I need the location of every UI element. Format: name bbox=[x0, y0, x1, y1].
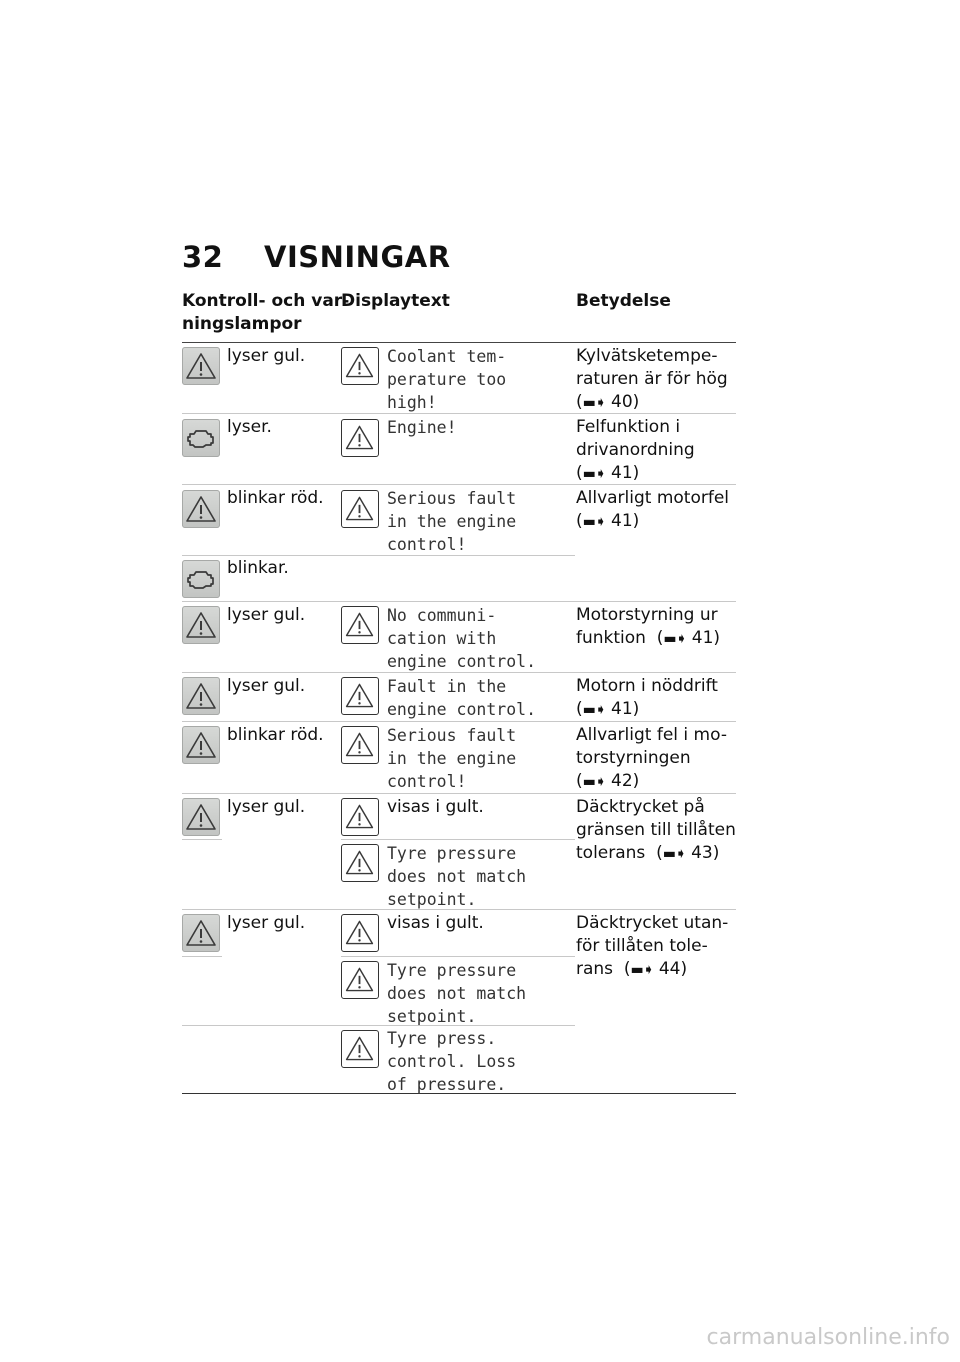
watermark[interactable]: carmanualsonline.info bbox=[706, 1325, 950, 1350]
meaning bbox=[576, 912, 736, 982]
warning-triangle-icon bbox=[182, 798, 220, 836]
display-text: Engine! bbox=[387, 418, 457, 437]
reference-arrow-icon: ▬➧ bbox=[582, 395, 606, 411]
meaning-text: Felfunktion i drivanordning ( bbox=[576, 417, 695, 483]
page-title: VISNINGAR bbox=[264, 240, 451, 274]
table-row bbox=[182, 910, 736, 1094]
page-reference[interactable]: 41) bbox=[611, 699, 640, 719]
display-text: visas i gult. bbox=[387, 913, 484, 933]
page-heading bbox=[182, 240, 451, 274]
lamp-status: lyser gul. bbox=[227, 913, 306, 933]
display-warning-icon bbox=[341, 347, 379, 385]
header-meaning: Betydelse bbox=[576, 291, 671, 311]
display-warning-icon bbox=[341, 914, 379, 952]
display-text: Tyre pressure does not match setpoint. bbox=[387, 961, 527, 1026]
meaning bbox=[576, 487, 736, 534]
meaning-text: Kylvätsketempe- raturen är för hög ( bbox=[576, 346, 728, 412]
page-reference[interactable]: 42) bbox=[611, 771, 640, 791]
display-warning-icon bbox=[341, 844, 379, 882]
lamp-status: blinkar röd. bbox=[227, 725, 324, 745]
divider bbox=[182, 956, 222, 957]
meaning bbox=[576, 345, 736, 415]
lamp-status: lyser gul. bbox=[227, 605, 306, 625]
page-reference[interactable]: 41) bbox=[611, 463, 640, 483]
warning-triangle-icon bbox=[182, 726, 220, 764]
page-reference[interactable]: 41) bbox=[611, 511, 640, 531]
page-reference[interactable]: 41) bbox=[691, 628, 721, 648]
table-row bbox=[182, 673, 736, 722]
lamp-status: blinkar röd. bbox=[227, 488, 324, 508]
reference-arrow-icon: ▬➧ bbox=[663, 631, 687, 647]
meaning-text: Däcktrycket utan- för tillåten tole- rans ( bbox=[576, 913, 729, 979]
reference-arrow-icon: ▬➧ bbox=[582, 514, 606, 530]
display-text: Fault in the engine control. bbox=[387, 677, 537, 719]
display-warning-icon bbox=[341, 726, 379, 764]
display-warning-icon bbox=[341, 606, 379, 644]
header-lamps: Kontroll- och var- ningslampor bbox=[182, 291, 350, 334]
display-warning-icon bbox=[341, 961, 379, 999]
display-text: visas i gult. bbox=[387, 797, 484, 817]
warning-triangle-icon bbox=[182, 677, 220, 715]
warning-triangle-icon bbox=[182, 490, 220, 528]
lamp-status: blinkar. bbox=[227, 558, 289, 578]
page-reference[interactable]: 43) bbox=[691, 843, 720, 863]
reference-arrow-icon: ▬➧ bbox=[662, 846, 686, 862]
engine-icon bbox=[182, 419, 220, 457]
divider bbox=[341, 956, 575, 957]
table-row bbox=[182, 602, 736, 673]
lamp-status: lyser gul. bbox=[227, 676, 306, 696]
display-warning-icon bbox=[341, 798, 379, 836]
table-row bbox=[182, 414, 736, 485]
meaning-text: Däcktrycket på gränsen till tillåten tolerans ( bbox=[576, 797, 736, 863]
display-warning-icon bbox=[341, 677, 379, 715]
table-header bbox=[182, 290, 736, 343]
table-row bbox=[182, 794, 736, 910]
page-reference[interactable]: 44) bbox=[658, 959, 688, 979]
warning-triangle-icon bbox=[182, 347, 220, 385]
reference-arrow-icon: ▬➧ bbox=[630, 962, 654, 978]
display-warning-icon bbox=[341, 1030, 379, 1068]
reference-arrow-icon: ▬➧ bbox=[582, 774, 606, 790]
display-text: Tyre press. control. Loss of pressure. bbox=[387, 1029, 517, 1094]
warning-triangle-icon bbox=[182, 606, 220, 644]
divider bbox=[182, 555, 575, 556]
display-warning-icon bbox=[341, 419, 379, 457]
warning-triangle-icon bbox=[182, 914, 220, 952]
table-row bbox=[182, 343, 736, 414]
display-text: Tyre pressure does not match setpoint. bbox=[387, 844, 527, 909]
display-text: Serious fault in the engine control! bbox=[387, 489, 517, 554]
reference-arrow-icon: ▬➧ bbox=[582, 466, 606, 482]
reference-arrow-icon: ▬➧ bbox=[582, 702, 606, 718]
display-text: No communi- cation with engine control. bbox=[387, 606, 537, 671]
meaning bbox=[576, 604, 736, 651]
display-warning-icon bbox=[341, 490, 379, 528]
meaning bbox=[576, 675, 736, 722]
meaning-text: Motorstyrning ur funktion ( bbox=[576, 605, 718, 648]
meaning-text: Allvarligt fel i mo- torstyrningen ( bbox=[576, 725, 727, 791]
meaning-text: Allvarligt motorfel ( bbox=[576, 488, 730, 531]
lamp-status: lyser. bbox=[227, 417, 272, 437]
page-reference[interactable]: 40) bbox=[611, 392, 640, 412]
lamp-status: lyser gul. bbox=[227, 797, 306, 817]
meaning bbox=[576, 796, 736, 866]
divider bbox=[182, 839, 222, 840]
divider bbox=[341, 839, 575, 840]
indicator-table bbox=[182, 290, 736, 1094]
table-row bbox=[182, 722, 736, 794]
meaning-text: Motorn i nöddrift ( bbox=[576, 676, 718, 719]
header-display: Displaytext bbox=[341, 291, 450, 311]
display-text: Serious fault in the engine control! bbox=[387, 726, 517, 791]
page-number: 32 bbox=[182, 240, 224, 274]
lamp-status: lyser gul. bbox=[227, 346, 306, 366]
meaning bbox=[576, 416, 736, 486]
divider bbox=[182, 1025, 575, 1026]
table-row bbox=[182, 485, 736, 602]
engine-icon bbox=[182, 560, 220, 598]
meaning bbox=[576, 724, 736, 794]
display-text: Coolant tem- perature too high! bbox=[387, 347, 507, 412]
